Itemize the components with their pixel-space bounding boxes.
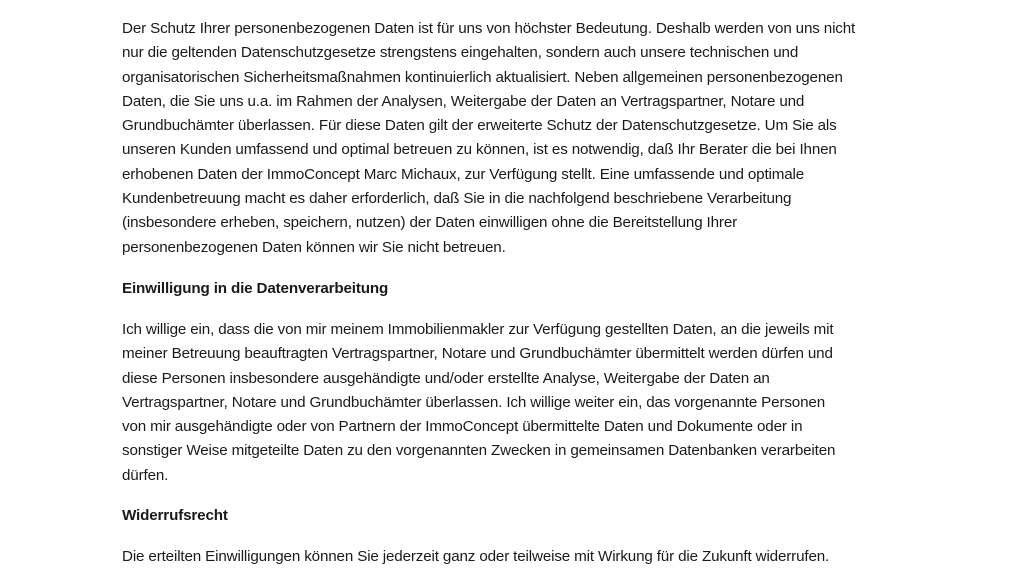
paragraph-line: Der Schutz Ihrer personenbezogenen Daten ist für uns von höchster Bedeutung. Deshalb werden von uns nicht bbox=[122, 20, 856, 37]
paragraph-line: dürfen. bbox=[122, 466, 169, 484]
paragraph-line: von mir ausgehändigte oder von Partnern der ImmoConcept übermittelte Daten und Dokumente oder in bbox=[122, 418, 803, 436]
paragraph-line: Kundenbetreuung macht es daher erforderlich, daß Sie in die nachfolgend beschriebene Verarbeitung bbox=[122, 190, 792, 208]
paragraph-line: meiner Betreuung beauftragten Vertragspartner, Notare und Grundbuchämter übermittelt werden dürfen und bbox=[122, 345, 833, 363]
paragraph-line: (insbesondere erheben, speichern, nutzen) der Daten einwilligen ohne die Bereitstellung Ihrer bbox=[122, 214, 738, 232]
paragraph-line: Ich willige ein, dass die von mir meinem Immobilienmakler zur Verfügung gestellten Daten, an die jeweils mit bbox=[122, 321, 834, 338]
paragraph-line: diese Personen insbesondere ausgehändigte und/oder erstellte Analyse, Weitergabe der Daten an bbox=[122, 369, 770, 387]
paragraph-line: personenbezogenen Daten können wir Sie nicht betreuen. bbox=[122, 238, 506, 256]
paragraph-line: nur die geltenden Datenschutzgesetze strengstens eingehalten, sondern auch unsere technischen und bbox=[122, 44, 799, 62]
paragraph-line: Die erteilten Einwilligungen können Sie jederzeit ganz oder teilweise mit Wirkung für die Zukunft widerrufen. bbox=[122, 548, 830, 565]
withdrawal-paragraph bbox=[122, 545, 912, 569]
consent-paragraph bbox=[122, 318, 912, 488]
consent-heading: Einwilligung in die Datenverarbeitung bbox=[122, 280, 389, 297]
paragraph-line: erhobenen Daten der ImmoConcept Marc Michaux, zur Verfügung stellt. Eine umfassende und optimale bbox=[122, 165, 805, 183]
paragraph-line: sonstiger Weise mitgeteilte Daten zu den vorgenannten Zwecken in gemeinsamen Datenbanken verarbeiten bbox=[122, 442, 836, 460]
withdrawal-heading: Widerrufsrecht bbox=[122, 507, 228, 524]
paragraph-line: Grundbuchämter überlassen. Für diese Daten gilt der erweiterte Schutz der Datenschutzgesetze. Um Sie als bbox=[122, 117, 837, 135]
paragraph-line: organisatorischen Sicherheitsmaßnahmen kontinuierlich aktualisiert. Neben allgemeinen personenbezogenen bbox=[122, 68, 843, 86]
paragraph-line: Vertragspartner, Notare und Grundbuchämter überlassen. Ich willige weiter ein, das vorgenannte Personen bbox=[122, 393, 825, 411]
paragraph-line: Daten, die Sie uns u.a. im Rahmen der Analysen, Weitergabe der Daten an Vertragspartner, Notare und bbox=[122, 92, 805, 110]
intro-paragraph bbox=[122, 17, 912, 260]
paragraph-line: unseren Kunden umfassend und optimal betreuen zu können, ist es notwendig, daß Ihr Berater die bei Ihnen bbox=[122, 141, 837, 159]
